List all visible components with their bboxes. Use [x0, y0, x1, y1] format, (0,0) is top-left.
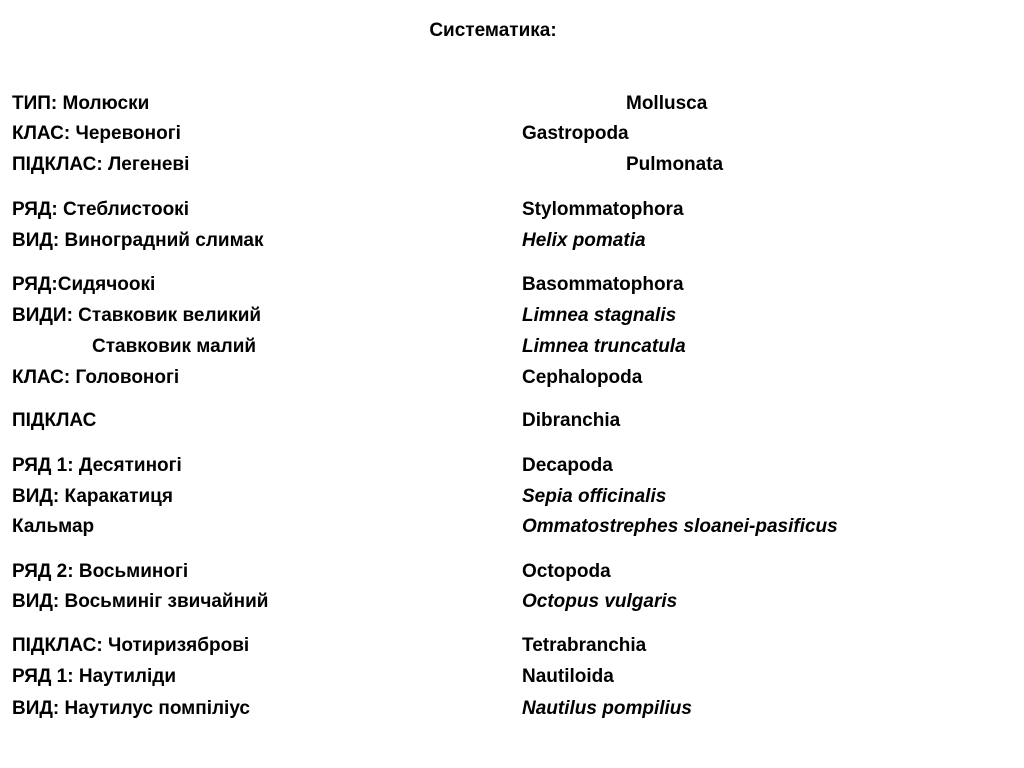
page-title: Систематика: — [429, 20, 557, 41]
row-right-order-3: Decapoda — [522, 455, 613, 476]
row-right-subclass-2: Dibranchia — [522, 410, 621, 431]
row-left-species: ВИД: Виноградний слимак — [12, 230, 264, 251]
row-right-order: Stylommatophora — [522, 199, 684, 220]
row-left-subclass-2: ПІДКЛАС — [12, 410, 97, 431]
row-right-subclass: Pulmonata — [626, 154, 724, 175]
row-left-phylum: ТИП: Молюски — [12, 93, 150, 114]
row-right-species-5: Ommatostrephes sloanei-pasificus — [522, 516, 838, 537]
row-right-class-2: Cephalopoda — [522, 367, 643, 388]
row-right-order-5: Nautiloida — [522, 666, 614, 687]
row-right-species-2: Limnea stagnalis — [522, 305, 677, 326]
row-left-species-2: ВИДИ: Ставковик великий — [12, 305, 262, 326]
row-right-subclass-3: Tetrabranchia — [522, 635, 647, 656]
row-left-class: КЛАС: Черевоногі — [12, 123, 181, 144]
row-right-species-6: Octopus vulgaris — [522, 591, 678, 612]
row-right-class: Gastropoda — [522, 123, 629, 144]
row-left-species-6: ВИД: Восьминіг звичайний — [12, 591, 269, 612]
row-left-species-3: Ставковик малий — [92, 336, 257, 357]
row-right-species-3: Limnea truncatula — [522, 336, 686, 357]
row-left-order-4: РЯД 2: Восьминогі — [12, 561, 189, 582]
row-left-species-4: ВИД: Каракатиця — [12, 486, 173, 507]
row-left-class-2: КЛАС: Головоногі — [12, 367, 180, 388]
row-left-order-3: РЯД 1: Десятиногі — [12, 455, 182, 476]
row-left-subclass-3: ПІДКЛАС: Чотиризяброві — [12, 635, 250, 656]
row-left-species-7: ВИД: Наутилус помпіліус — [12, 698, 251, 719]
row-left-order-5: РЯД 1: Наутиліди — [12, 666, 177, 687]
row-right-phylum: Mollusca — [626, 93, 708, 114]
row-right-order-2: Basommatophora — [522, 274, 684, 295]
row-left-species-5: Кальмар — [12, 516, 95, 537]
row-right-order-4: Octopoda — [522, 561, 611, 582]
row-right-species-7: Nautilus pompilius — [522, 698, 692, 719]
row-right-species-4: Sepia officinalis — [522, 486, 667, 507]
row-right-species: Helix pomatia — [522, 230, 646, 251]
row-left-subclass: ПІДКЛАС: Легеневі — [12, 154, 190, 175]
row-left-order-2: РЯД:Сидячоокі — [12, 274, 156, 295]
row-left-order: РЯД: Стеблистоокі — [12, 199, 189, 220]
